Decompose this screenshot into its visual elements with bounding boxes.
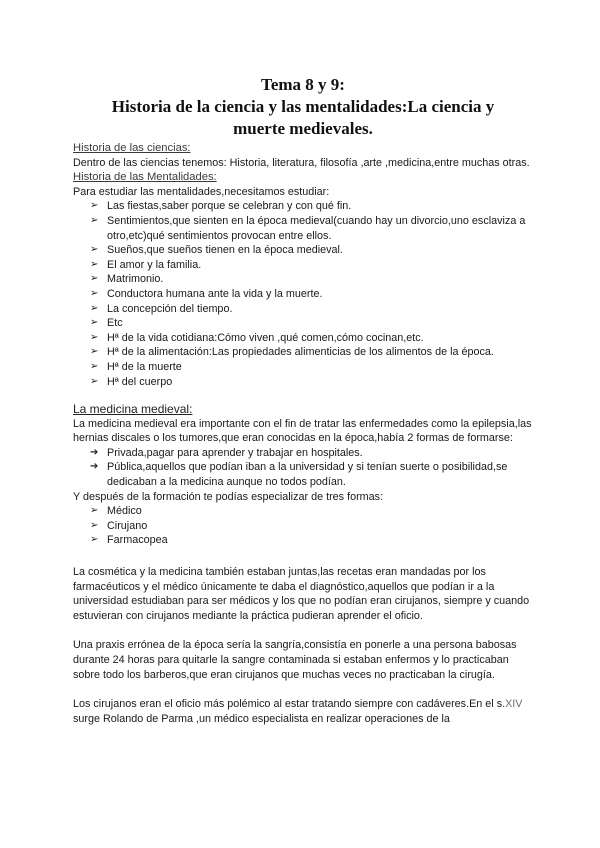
arrowhead-bullet-icon: ➢ [90, 287, 99, 299]
list-item: ➢ Sentimientos,que sienten en la época medieval(cuando hay un divorcio,uno esclaviza a otro,etc)qué sentimientos provocan entre ellos. [90, 214, 526, 242]
list-item: ➢ Conductora humana ante la vida y la muerte. [90, 287, 323, 300]
arrowhead-bullet-icon: ➢ [90, 519, 99, 531]
title-line-1: Tema 8 y 9: [261, 75, 345, 94]
list-item: ➢ Médico [90, 505, 142, 518]
arrowhead-bullet-icon: ➢ [90, 317, 99, 329]
arrowhead-bullet-icon: ➢ [90, 244, 99, 256]
arrowhead-bullet-icon: ➢ [90, 534, 99, 546]
heading-historia-mentalidades: Historia de las Mentalidades: [73, 171, 217, 184]
paragraph-historia-ciencias: Dentro de las ciencias tenemos: Historia, literatura, filosofía ,arte ,medicina,entre muchas otras. [73, 156, 530, 169]
list-item: ➢ Hª de la alimentación:Las propiedades alimenticias de los alimentos de la época. [90, 346, 494, 359]
document-title [70, 74, 536, 140]
arrow-bullet-icon: ➔ [90, 446, 99, 458]
list-item: ➢ Farmacopea [90, 534, 168, 547]
list-item: ➢ Las fiestas,saber porque se celebran y con qué fin. [90, 200, 352, 213]
list-item: ➔ Privada,pagar para aprender y trabajar en hospitales. [90, 446, 363, 459]
arrowhead-bullet-icon: ➢ [90, 258, 99, 270]
list-item: ➢ El amor y la familia. [90, 258, 202, 271]
arrowhead-bullet-icon: ➢ [90, 302, 99, 314]
arrowhead-bullet-icon: ➢ [90, 214, 99, 226]
arrowhead-bullet-icon: ➢ [90, 273, 99, 285]
heading-medicina-medieval: La medicina medieval: [73, 402, 193, 417]
arrowhead-bullet-icon: ➢ [90, 200, 99, 212]
paragraph-especializar-intro: Y después de la formación te podías especializar de tres formas: [73, 490, 384, 503]
arrowhead-bullet-icon: ➢ [90, 360, 99, 372]
document-body [73, 141, 533, 726]
list-item: ➢ La concepción del tiempo. [90, 302, 233, 315]
list-formas-formarse [73, 446, 533, 490]
list-item: ➢ Sueños,que sueños tienen en la época medieval. [90, 244, 343, 257]
list-item: ➢ Hª del cuerpo [90, 375, 173, 388]
list-item: ➢ Hª de la vida cotidiana:Cómo viven ,qué comen,cómo cocinan,etc. [90, 331, 424, 344]
title-line-2: Historia de la ciencia y las mentalidades:La ciencia y [111, 97, 495, 116]
list-item: ➢ Cirujano [90, 519, 148, 532]
arrowhead-bullet-icon: ➢ [90, 505, 99, 517]
century-label: XIV [505, 698, 523, 711]
paragraph-mentalidades-intro: Para estudiar las mentalidades,necesitamos estudiar: [73, 185, 330, 198]
list-item: ➢ Hª de la muerte [90, 360, 182, 373]
list-item: ➢ Matrimonio. [90, 273, 164, 286]
paragraph-sangria: Una praxis errónea de la época sería la sangría,consistía en ponerle a una persona babosas durante 24 horas para quitarle la sangre contaminada si estaban enfermos y lo practicaban sobre todo los barberos,que eran cirujanos que muchas veces no practicaban la cirugía. [73, 639, 517, 681]
list-especialidades [73, 504, 533, 548]
list-mentalidades [73, 199, 533, 389]
list-item: ➔ Pública,aquellos que podían iban a la universidad y si tenían suerte o posibilidad,se dedicaban a la medicina aunque no todos podían. [90, 461, 508, 489]
list-item: ➢ Etc [90, 317, 123, 330]
arrowhead-bullet-icon: ➢ [90, 375, 99, 387]
title-line-3: muerte medievales. [233, 119, 373, 138]
arrowhead-bullet-icon: ➢ [90, 331, 99, 343]
heading-historia-ciencias: Historia de las ciencias: [73, 142, 191, 154]
arrow-bullet-icon: ➔ [90, 461, 99, 473]
paragraph-cosmetica: La cosmética y la medicina también estaban juntas,las recetas eran mandadas por los farmacéuticos y el médico únicamente te daba el diagnóstico,aquellos que podían ir a la universidad estudiaban para ser médicos y los que no podían eran cirujanos, siempre y cuando estuvieran con cirujanos mediante la práctica pudieran aprender el oficio. [73, 566, 530, 622]
paragraph-cirujanos: Los cirujanos eran el oficio más polémico al estar tratando siempre con cadáveres.En el s.XIV surge Rolando de Parma ,un médico especialista en realizar operaciones de la [73, 698, 523, 725]
arrowhead-bullet-icon: ➢ [90, 346, 99, 358]
paragraph-medicina-intro: La medicina medieval era importante con el fin de tratar las enfermedades como la epilepsia,las hernias discales o los tumores,que eran conocidas en la época,había 2 formas de formarse: [73, 417, 532, 445]
